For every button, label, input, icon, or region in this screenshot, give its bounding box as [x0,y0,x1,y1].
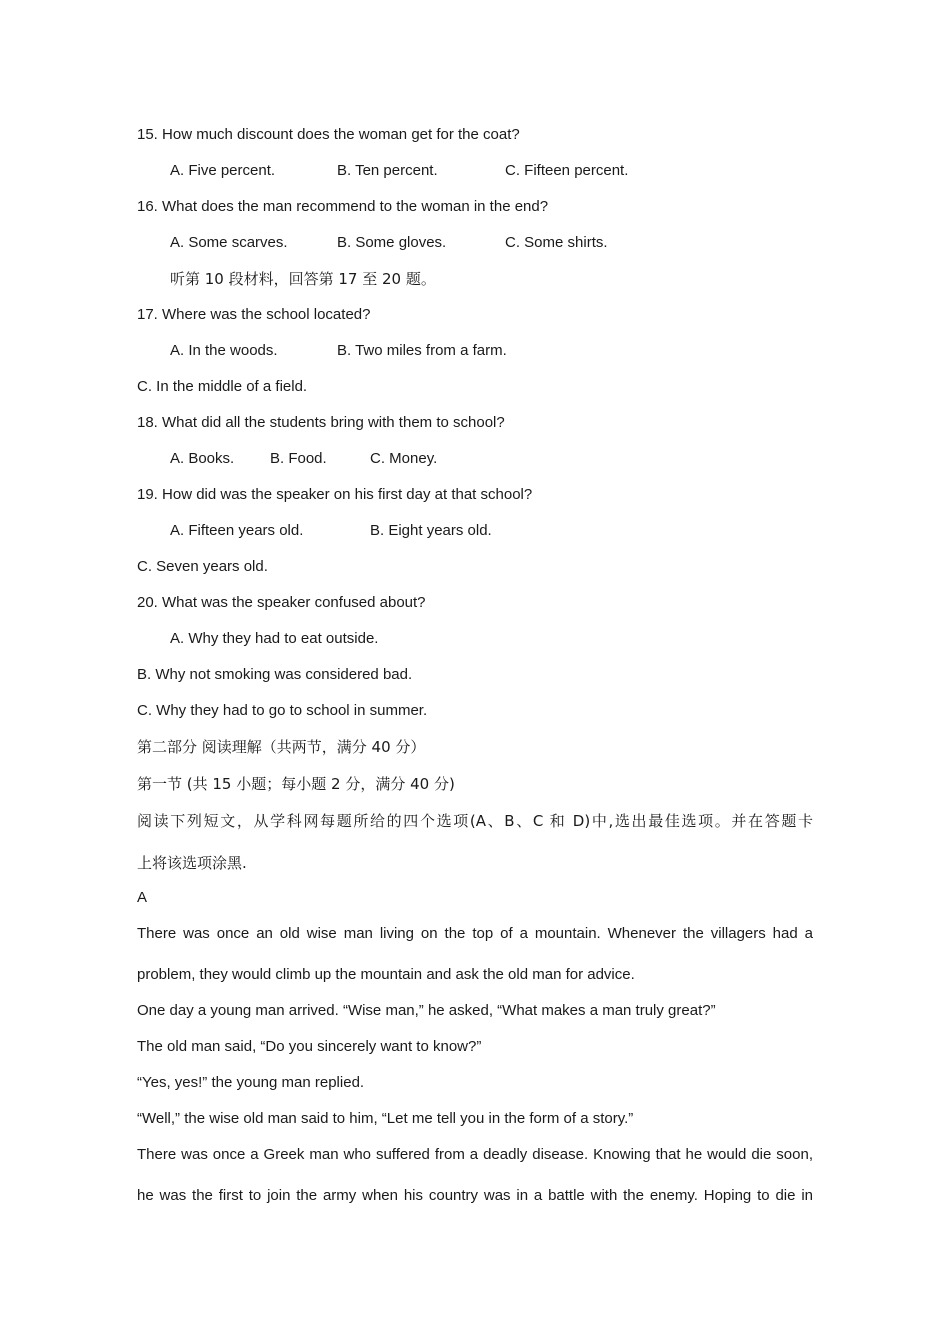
question-15-stem: 15. How much discount does the woman get for the coat? [137,126,520,143]
reading-instruction-line-1: 阅读下列短文，从学科网每题所给的四个选项(A、B、C 和 D)中,选出最佳选项。并在答题卡 [137,812,813,830]
question-19-option-c: C. Seven years old. [137,558,268,575]
part-two-heading: 第二部分 阅读理解（共两节，满分 40 分） [137,738,426,756]
passage-line: One day a young man arrived. “Wise man,” he asked, “What makes a man truly great?” [137,1002,716,1019]
passage-line: “Well,” the wise old man said to him, “Let me tell you in the form of a story.” [137,1110,634,1127]
question-16-option-c: C. Some shirts. [505,234,608,251]
question-17-stem: 17. Where was the school located? [137,306,371,323]
question-19-option-b: B. Eight years old. [370,522,492,539]
question-15-option-b: B. Ten percent. [337,162,438,179]
question-17-option-a: A. In the woods. [170,342,278,359]
reading-instruction-line-2: 上将该选项涂黑. [137,854,247,872]
passage-line: The old man said, “Do you sincerely want to know?” [137,1038,482,1055]
question-16-option-a: A. Some scarves. [170,234,288,251]
passage-line: problem, they would climb up the mountain and ask the old man for advice. [137,966,635,983]
question-18-option-a: A. Books. [170,450,235,467]
passage-line: There was once a Greek man who suffered from a deadly disease. Knowing that he would die soon, [137,1146,813,1163]
question-15-option-a: A. Five percent. [170,162,276,179]
question-17-option-b: B. Two miles from a farm. [337,342,507,359]
question-20-stem: 20. What was the speaker confused about? [137,594,426,611]
question-17-option-c: C. In the middle of a field. [137,378,308,395]
passage-line: he was the first to join the army when his country was in a battle with the enemy. Hoping to die in [137,1187,813,1204]
question-16-stem: 16. What does the man recommend to the woman in the end? [137,198,549,215]
question-19-stem: 19. How did was the speaker on his first day at that school? [137,486,533,503]
question-16-option-b: B. Some gloves. [337,234,447,251]
passage-line: “Yes, yes!” the young man replied. [137,1074,365,1091]
question-20-option-a: A. Why they had to eat outside. [170,630,379,647]
question-15-option-c: C. Fifteen percent. [505,162,629,179]
question-20-option-c: C. Why they had to go to school in summer. [137,702,428,719]
passage-label: A [137,889,148,906]
question-20-option-b: B. Why not smoking was considered bad. [137,666,413,683]
question-18-option-b: B. Food. [270,450,327,467]
question-19-option-a: A. Fifteen years old. [170,522,304,539]
passage-line: There was once an old wise man living on the top of a mountain. Whenever the villagers had a [137,925,813,942]
listening-instruction: 听第 10 段材料，回答第 17 至 20 题。 [170,270,436,288]
section-one-heading: 第一节 (共 15 小题；每小题 2 分，满分 40 分) [137,775,455,793]
question-18-option-c: C. Money. [370,450,438,467]
question-18-stem: 18. What did all the students bring with them to school? [137,414,505,431]
